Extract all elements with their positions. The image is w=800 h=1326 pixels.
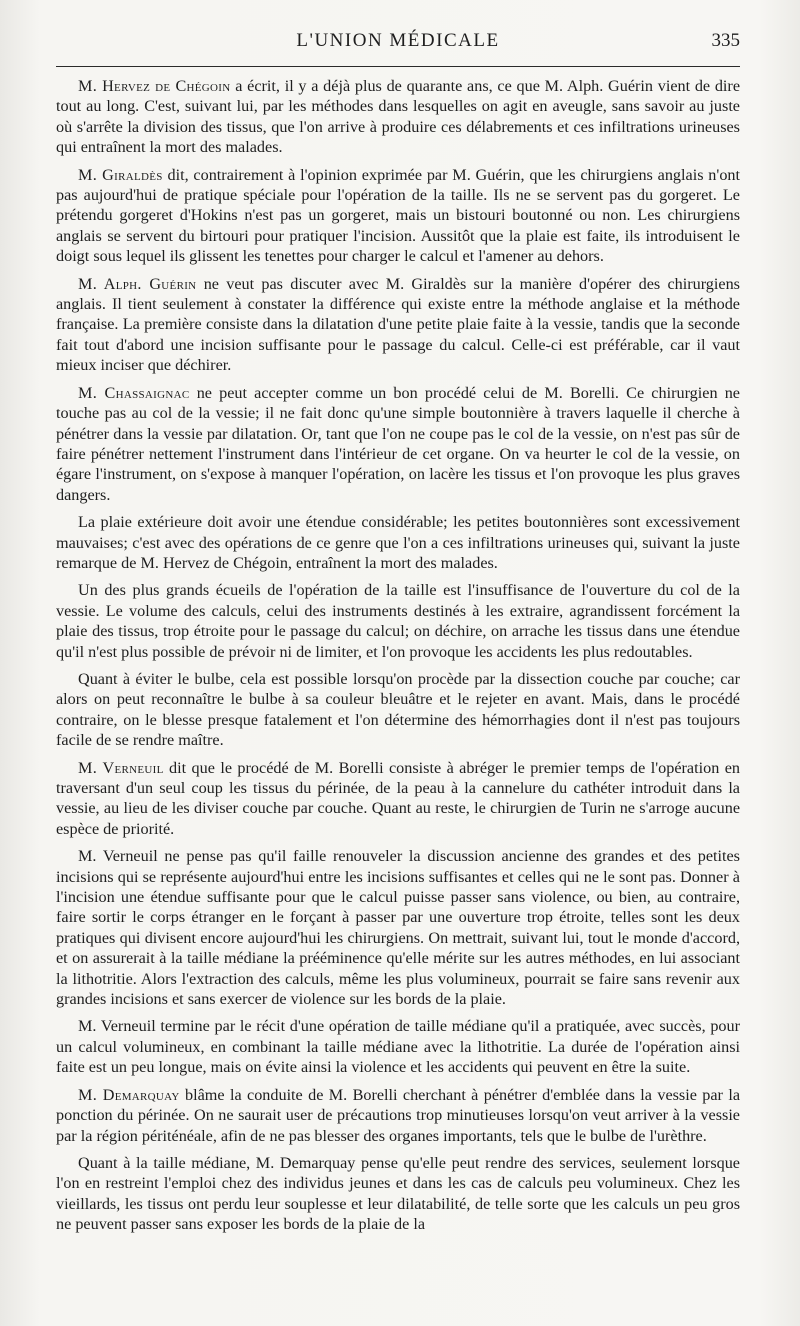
paragraph-text: Quant à éviter le bulbe, cela est possible lorsqu'on procède par la dissection couche par couche; car alors on peut reconnaître le bulbe à sa couleur bleuâtre et le rejeter en avant. Mais, dans le procédé contraire, on le blesse presque fatalement et l'on détermine des hémorrhagies dont il n'est pas toujours facile de se rendre maître. — [56, 669, 740, 750]
paragraph — [56, 165, 740, 267]
speaker-name: M. Hervez de Chégoin — [78, 77, 231, 95]
paragraph-text: M. Verneuil ne pense pas qu'il faille renouveler la discussion ancienne des grandes et des petites incisions qui se représente aujourd'hui entre les incisions suffisantes et celles qui ne le sont pas. Donner à l'incision une étendue suffisante pour que le calcul puisse passer sans violence, ou bien, au contraire, faire sortir le corps étranger en le forçant à passer par une ouverture trop étroite, telles sont les deux pratiques qui divisent encore aujourd'hui les chirurgiens. On mettrait, suivant lui, tout le monde d'accord, et on assurerait à la taille médiane la prééminence qu'elle mérite sur les autres méthodes, en lui associant la lithotritie. Alors l'extraction des calculs, même les plus volumineux, pourrait se faire sans revenir aux grandes incisions et sans exercer de violence sur les bords de la plaie. — [56, 847, 740, 1009]
paragraph — [56, 1016, 740, 1077]
paragraph-text: dit que le procédé de M. Borelli consiste à abréger le premier temps de l'opération en traversant d'un seul coup les tissus du périnée, de la peau à la cannelure du cathéter introduit dans la vessie, au lieu de les diviser couche par couche. Quant au reste, le chirurgien de Turin ne s'arroge aucune espèce de priorité. — [56, 758, 740, 838]
header-rule — [56, 66, 740, 67]
paragraph — [56, 758, 740, 840]
paragraph — [56, 846, 740, 1009]
paragraph-text: ne peut accepter comme un bon procédé celui de M. Borelli. Ce chirurgien ne touche pas au col de la vessie; il ne fait donc qu'une simple boutonnière à travers laquelle il cherche à pénétrer dans la vessie par dilatation. Or, tant que l'on ne coupe pas le col de la vessie, on n'est pas sûr de faire pénétrer nettement l'instrument dans l'intérieur de cet organe. On va heurter le col de la vessie, on égare l'instrument, on s'expose à manquer l'opération, on lacère les tissus et l'on provoque les plus graves dangers. — [56, 383, 740, 504]
paragraph-text: M. Verneuil termine par le récit d'une opération de taille médiane qu'il a pratiquée, avec succès, pour un calcul volumineux, en combinant la taille médiane avec la lithotritie. La durée de l'opération ainsi faite est un peu longue, mais on évite ainsi la violence et les accidents qui peuvent en être la suite. — [56, 1017, 740, 1077]
paragraph — [56, 383, 740, 505]
paragraph — [56, 76, 740, 158]
speaker-name: M. Verneuil — [78, 758, 164, 777]
paragraph-text: ne veut pas discuter avec M. Giraldès sur la manière d'opérer des chirurgiens anglais. Il tient seulement à constater la différence qui existe entre la méthode anglaise et la méthode française. La première consiste dans la dilatation d'une petite plaie faite à la vessie, tandis que la seconde fait tout d'abord une incision suffisante pour le passage du calcul. Celle-ci est préférable, car il vaut mieux inciser que déchirer. — [56, 274, 740, 375]
page-number: 335 — [711, 30, 740, 51]
speaker-name: M. Demarquay — [78, 1085, 180, 1104]
speaker-name: M. Chassaignac — [78, 383, 190, 402]
paragraph-text: dit, contrairement à l'opinion exprimée par M. Guérin, que les chirurgiens anglais n'ont pas aujourd'hui de pratique spéciale pour l'opération de la taille. Ils ne se servent pas du gorgeret. Le prétendu gorgeret d'Hokins n'est pas un gorgeret, mais un bistouri boutonné ou non. Les chirurgiens anglais se servent du birtouri pour pratiquer l'incision. Aussitôt que la plaie est faite, ils introduisent le doigt sous lequel ils glissent les tenettes pour charger le calcul et l'amener au dehors. — [56, 165, 741, 266]
paragraph — [56, 274, 740, 376]
paragraph — [56, 512, 740, 573]
paragraph-text: Un des plus grands écueils de l'opération de la taille est l'insuffisance de l'ouverture du col de la vessie. Le volume des calculs, celui des instruments destinés à les extraire, agrandissent forcément la plaie des tissus, trop étroite pour le passage du calcul; on déchire, on arrache les tissus dans une étendue qu'il n'est plus possible de prévoir ni de limiter, et l'on provoque les accidents les plus redoutables. — [56, 581, 740, 661]
paragraph — [56, 1153, 740, 1235]
paragraph-text: Quant à la taille médiane, M. Demarquay pense qu'elle peut rendre des services, seulement lorsque l'on en restreint l'emploi chez des individus jeunes et dans les cas de calculs peu volumineux. Chez les vieillards, les tissus ont perdu leur souplesse et leur dilatabilité, de telle sorte que les calculs un peu gros ne peuvent passer sans exposer les bords de la plaie de la — [56, 1153, 740, 1234]
paragraph — [56, 580, 740, 662]
speaker-name: M. Giraldès — [78, 165, 163, 184]
running-header — [56, 28, 740, 58]
speaker-name: M. Alph. Guérin — [78, 274, 197, 293]
journal-title: L'UNION MÉDICALE — [296, 30, 500, 51]
paragraph-text: La plaie extérieure doit avoir une étendue considérable; les petites boutonnières sont excessivement mauvaises; c'est avec des opérations de ce genre que l'on a ces infiltrations urineuses qui, suivant la juste remarque de M. Hervez de Chégoin, entraînent la mort des malades. — [56, 513, 740, 572]
paragraph-text: blâme la conduite de M. Borelli cherchant à pénétrer d'emblée dans la vessie par la ponction du périnée. On ne saurait user de précautions trop minutieuses lorsqu'on veut arriver à la vessie par la région périténéale, afin de ne pas blesser des organes importants, tels que le bulbe de l'urèthre. — [56, 1085, 740, 1145]
paragraph-text: a écrit, il y a déjà plus de quarante ans, ce que M. Alph. Guérin vient de dire tout au long. C'est, suivant lui, par les méthodes dans lesquelles on agit en aveugle, sans savoir au juste où s'arrête la division des tissus, que l'on arrive à produire ces délabrements et ces infiltrations urineuses qui entraînent la mort des malades. — [56, 77, 740, 157]
article-body — [56, 76, 740, 1242]
paragraph — [56, 669, 740, 751]
paragraph — [56, 1085, 740, 1146]
